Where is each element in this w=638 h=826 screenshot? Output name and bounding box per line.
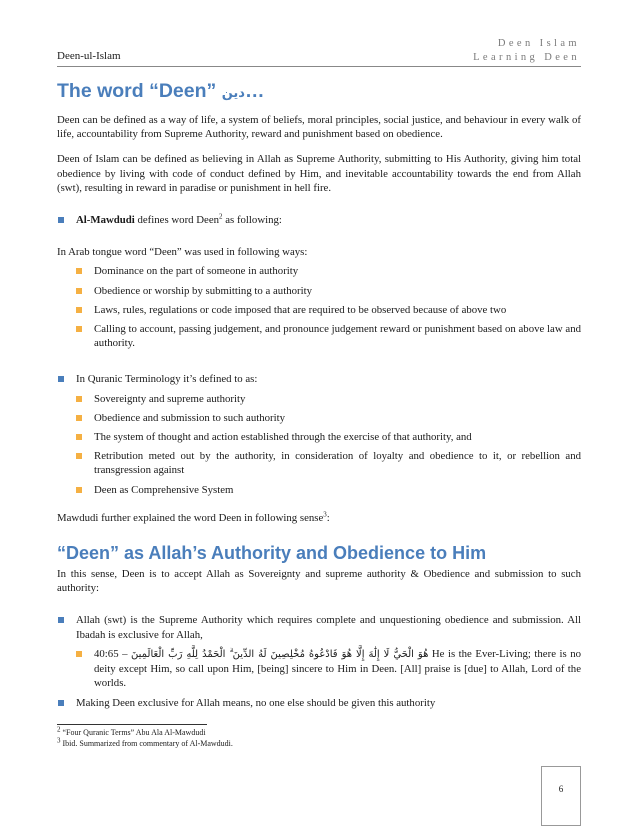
list-item (75, 430, 581, 444)
square-bullet-icon (76, 434, 82, 440)
paragraph-further-explained (57, 511, 581, 525)
footnote-number: 2 (57, 725, 61, 734)
section-title-authority: “Deen” as Allah’s Authority and Obedience to Him (57, 543, 487, 564)
paragraph-text: : (326, 511, 330, 524)
header-tagline: Learning Deen (473, 52, 580, 63)
square-bullet-icon (76, 415, 82, 421)
square-bullet-icon (58, 617, 64, 623)
list-item (57, 372, 581, 386)
footnote-number: 3 (57, 735, 61, 744)
square-bullet-icon (76, 288, 82, 294)
list-item (57, 613, 581, 641)
header-left: Deen-ul-Islam (57, 50, 121, 62)
footnotes (57, 725, 233, 749)
header-site-name: Deen Islam (497, 38, 580, 49)
list-item-text: Obedience and submission to such authority (94, 411, 286, 424)
page-content (57, 78, 581, 721)
author-name: Al-Mawdudi (76, 214, 135, 227)
footnote-ref[interactable]: 3 (323, 510, 327, 519)
paragraph-arab-intro: In Arab tongue word “Deen” was used in following ways: (57, 246, 308, 259)
list-item (75, 264, 581, 278)
list-item (75, 322, 581, 350)
authority-list-2 (57, 696, 581, 710)
title-arabic: دين (221, 86, 245, 101)
mawdudi-list (57, 213, 581, 227)
list-item (75, 449, 581, 477)
list-item-text: Calling to account, passing judgement, and pronounce judgement reward or punishment based on above law and authority. (94, 323, 581, 350)
list-item (75, 284, 581, 298)
square-bullet-icon (76, 651, 82, 657)
square-bullet-icon (58, 700, 64, 706)
quranic-terminology-list (57, 392, 581, 497)
list-item (57, 696, 581, 710)
list-item-text: Making Deen exclusive for Allah means, no one else should be given this authority (76, 697, 436, 710)
square-bullet-icon (58, 217, 64, 223)
list-item-text: defines word Deen (134, 214, 220, 227)
page-number-box (541, 766, 581, 826)
list-item-text: The system of thought and action established through the exercise of that authority, and (94, 431, 472, 444)
list-item-text: Dominance on the part of someone in authority (94, 265, 299, 278)
square-bullet-icon (76, 487, 82, 493)
authority-list (57, 613, 581, 641)
paragraph-definition: Deen can be defined as a way of life, a system of beliefs, moral principles, social justice, and behaviour in every walk of life, accountability from Supreme Authority, reward and punishment based on obedience. (57, 114, 581, 141)
paragraph-text: Mawdudi further explained the word Deen in following sense (57, 511, 324, 524)
list-item (75, 392, 581, 406)
header-right (473, 37, 580, 65)
list-item-text: Allah (swt) is the Supreme Authority which requires complete and unquestioning obedience and submission. All Ibadah is exclusive for Allah, (76, 614, 581, 641)
list-item (75, 647, 581, 691)
square-bullet-icon (76, 453, 82, 459)
list-item-text: as following: (222, 214, 282, 227)
paragraph-islam-definition: Deen of Islam can be defined as believing in Allah as Supreme Authority, submitting to His Authority, giving him total obedience by living with code of conduct defined by Him, and inevitable accountability towards the end from Allah (swt), resulting in reward in paradise or punishment in hell fire. (57, 153, 581, 194)
arab-usage-list (57, 264, 581, 350)
title-text: The word “Deen” (57, 80, 222, 102)
page-number: 6 (558, 784, 564, 794)
verse-list (57, 647, 581, 691)
square-bullet-icon (76, 396, 82, 402)
title-ellipsis: … (244, 80, 265, 102)
header-divider (57, 66, 581, 67)
footnote-text: “Four Quranic Terms” Abu Ala Al-Mawdudi (60, 728, 206, 737)
paragraph-authority-intro: In this sense, Deen is to accept Allah as Sovereignty and supreme authority & Obedience and submission to such authority: (57, 568, 581, 595)
list-item-text: Laws, rules, regulations or code imposed that are required to be observed because of above two (94, 303, 507, 316)
square-bullet-icon (76, 326, 82, 332)
section-title-deen (57, 78, 581, 107)
list-item (75, 303, 581, 317)
footnote-3 (57, 735, 233, 750)
list-item (75, 483, 581, 497)
list-item-text: Sovereignty and supreme authority (94, 392, 246, 405)
list-item (57, 213, 581, 227)
verse-translation: – 40:65 He is the Ever-Living; there is no deity except Him, so call upon Him, [being] sincere to Him in Deen. [All] praise is [due] to Allah, Lord of the worlds. (94, 647, 581, 690)
list-item-text: Deen as Comprehensive System (94, 483, 234, 496)
quranic-list (57, 372, 581, 386)
footnote-ref[interactable]: 2 (219, 212, 223, 221)
list-item-text: Retribution meted out by the authority, in consideration of loyalty and obedience to it, or rebellion and transgression against (94, 450, 581, 477)
footnote-2 (57, 725, 233, 739)
footnote-divider (57, 724, 207, 725)
list-item (75, 411, 581, 425)
square-bullet-icon (76, 307, 82, 313)
square-bullet-icon (76, 268, 82, 274)
footnote-text: Ibid. Summarized from commentary of Al-Mawdudi. (60, 738, 233, 748)
list-item-text: In Quranic Terminology it’s defined to as: (76, 373, 258, 386)
verse-arabic: هُوَ الْحَيُّ لَا إِلَٰهَ إِلَّا هُوَ فَادْعُوهُ مُخْلِصِينَ لَهُ الدِّينَ ۗ الْحَمْدُ لِلَّهِ رَبِّ الْعَالَمِينَ (131, 648, 429, 660)
square-bullet-icon (58, 376, 64, 382)
list-item-text: Obedience or worship by submitting to a authority (94, 284, 312, 297)
